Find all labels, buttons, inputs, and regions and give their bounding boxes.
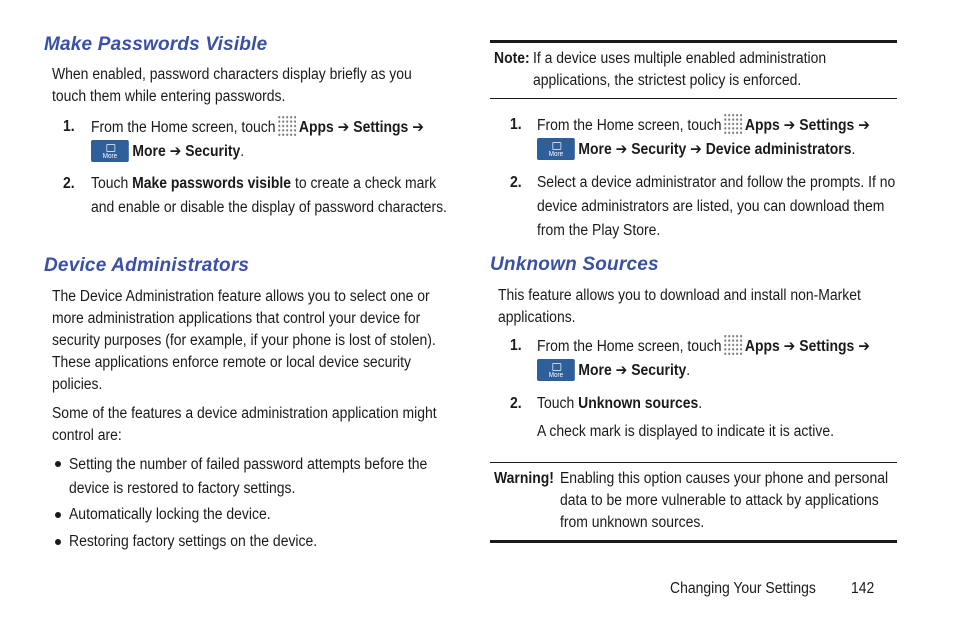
- note-top-rule: [490, 40, 897, 43]
- features-paragraph: Some of the features a device administration application might control are:: [52, 405, 437, 444]
- step-1: From the Home screen, touch Apps ➔ Settings ➔ More More ➔ Security ➔ Device administrators.: [537, 113, 915, 162]
- footer-section-title: Changing Your Settings: [670, 580, 816, 597]
- step-1: From the Home screen, touch Apps ➔ Settings ➔ More More ➔ Security.: [91, 115, 460, 164]
- arrow-icon: ➔: [169, 143, 182, 160]
- step-number: 1.: [63, 118, 75, 135]
- apps-grid-icon: [723, 113, 743, 135]
- step-result: A check mark is displayed to indicate it is active.: [537, 423, 834, 440]
- step-2: Select a device administrator and follow the prompts. If no device administrators are listed, you can download them from the Play Store.: [537, 174, 896, 239]
- heading-unknown-sources: Unknown Sources: [490, 254, 659, 275]
- bullet-item: Setting the number of failed password attempts before the device is restored to factory settings.: [69, 456, 428, 497]
- arrow-icon: ➔: [783, 117, 796, 134]
- step-number: 2.: [510, 174, 522, 191]
- arrow-icon: ➔: [858, 117, 870, 134]
- arrow-icon: ➔: [783, 338, 796, 355]
- bullet-icon: [55, 512, 61, 518]
- arrow-icon: ➔: [412, 119, 424, 136]
- arrow-icon: ➔: [615, 141, 628, 158]
- arrow-icon: ➔: [337, 119, 350, 136]
- bullet-icon: [55, 461, 61, 467]
- step-2: Touch Make passwords visible to create a check mark and enable or disable the display of password characters.: [91, 175, 447, 216]
- unknown-sources-intro: This feature allows you to download and install non-Market applications.: [498, 287, 861, 326]
- warning-label-box: Warning!: [494, 470, 554, 487]
- step-number: 2.: [63, 175, 75, 192]
- note-box: Note:: [494, 50, 530, 67]
- step-number: 1.: [510, 116, 522, 133]
- more-icon: More: [91, 140, 129, 162]
- step-number: 2.: [510, 395, 522, 412]
- step-number: 1.: [510, 337, 522, 354]
- device-admin-paragraph: The Device Administration feature allows you to select one or more administration applications that control your device for security purposes (for example, if your phone is lost of stolen). These applications enforce remote or local device security policies.: [52, 288, 436, 393]
- step-1: From the Home screen, touch Apps ➔ Settings ➔ More More ➔ Security.: [537, 334, 915, 383]
- bullet-item: Restoring factory settings on the device.: [69, 533, 318, 550]
- heading-make-passwords-visible: Make Passwords Visible: [44, 34, 268, 55]
- page-number: 142: [851, 580, 875, 597]
- step-2: Touch Unknown sources.: [537, 395, 703, 412]
- bullet-item: Automatically locking the device.: [69, 506, 271, 523]
- heading-device-administrators: Device Administrators: [44, 255, 250, 276]
- apps-grid-icon: [723, 334, 743, 356]
- warning-text: Enabling this option causes your phone and personal data to be more vulnerable to attack by applications from unknown sources.: [560, 470, 889, 531]
- warning-bottom-rule: [490, 540, 897, 543]
- arrow-icon: ➔: [690, 141, 702, 158]
- note-bottom-rule: [490, 98, 897, 99]
- more-icon: More: [537, 138, 575, 160]
- note-text: If a device uses multiple enabled administration applications, the strictest policy is enforced.: [533, 50, 827, 89]
- warning-top-rule: [490, 462, 897, 463]
- bullet-icon: [55, 539, 61, 545]
- more-icon: More: [537, 359, 575, 381]
- apps-grid-icon: [277, 115, 297, 137]
- arrow-icon: ➔: [615, 362, 628, 379]
- intro-paragraph: When enabled, password characters display briefly as you touch them while entering passwords.: [52, 66, 412, 105]
- arrow-icon: ➔: [858, 338, 870, 355]
